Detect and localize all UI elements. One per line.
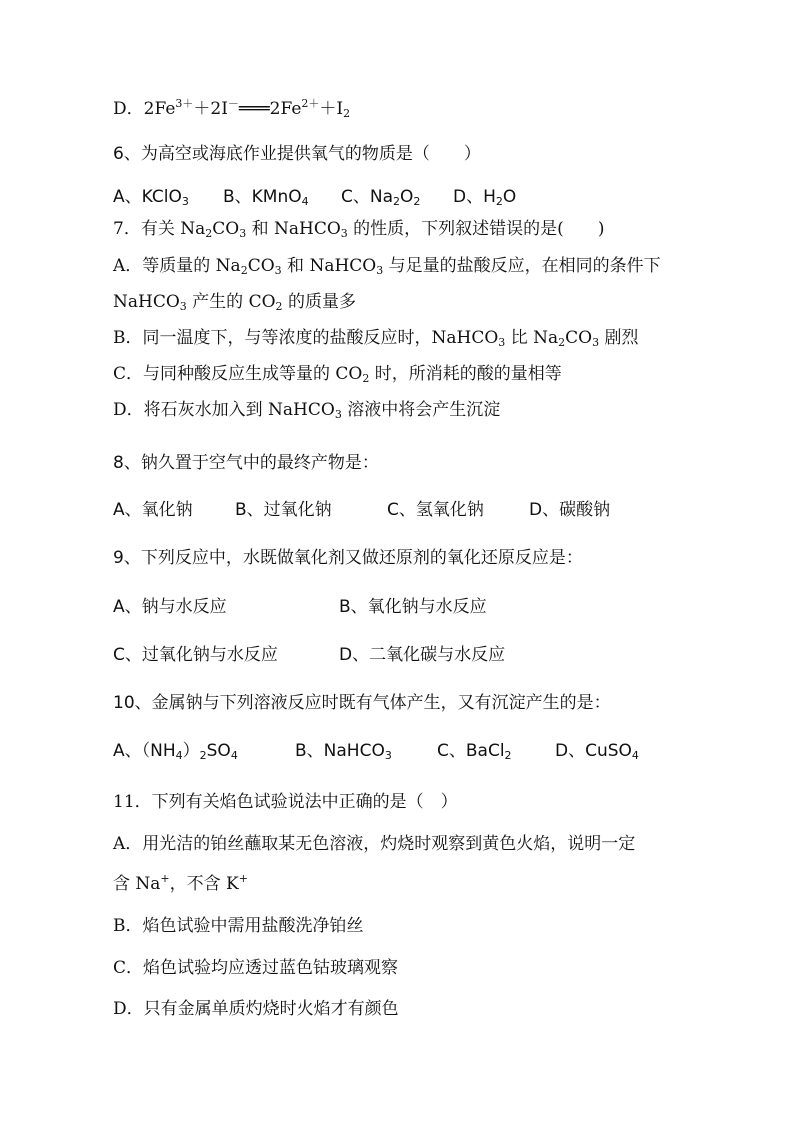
q9-option-a: A、钠与水反应 xyxy=(113,597,227,617)
q10-option-b: B、NaHCO$_3$ xyxy=(295,741,392,762)
q6-stem: 6、为高空或海底作业提供氧气的物质是（ ） xyxy=(113,144,481,164)
q9-option-c: C、过氧化钠与水反应 xyxy=(113,645,278,665)
q8-options xyxy=(113,499,610,521)
q11-stem: 11．下列有关焰色试验说法中正确的是（ ） xyxy=(113,792,458,812)
q10-options xyxy=(113,740,639,762)
q9-stem: 9、下列反应中，水既做氧化剂又做还原剂的氧化还原反应是： xyxy=(113,548,583,568)
q7-stem: 7．有关 $Na_2CO_3$ 和 NaHCO$_3$ 的性质，下列叙述错误的是( ) xyxy=(113,219,605,240)
q8-option-a: A、氧化钠 xyxy=(113,500,193,520)
q11-option-d: D．只有金属单质灼烧时火焰才有颜色 xyxy=(113,999,399,1019)
q6-option-c: C、$Na_2O_2$ xyxy=(341,187,421,208)
q6-option-d: D、$H_2O$ xyxy=(453,187,517,208)
q6-option-b: B、KMnO$_4$ xyxy=(223,187,309,208)
q8-option-d: D、碳酸钠 xyxy=(529,500,611,520)
q7-option-a: A．等质量的 $Na_2CO_3$ 和 NaHCO$_3$ 与足量的盐酸反应，在相同的条件下 xyxy=(113,256,661,277)
q11-option-c: C．焰色试验均应透过蓝色钴玻璃观察 xyxy=(113,958,399,978)
q8-option-b: B、过氧化钠 xyxy=(235,500,332,520)
q5-option-d: D．$2Fe^{3+}+2I^-═══2Fe^{2+}+I_2$ xyxy=(113,97,351,120)
q11-option-a: A．用光洁的铂丝蘸取某无色溶液，灼烧时观察到黄色火焰，说明一定 xyxy=(113,834,636,854)
q7-option-c: C．与同种酸反应生成等量的 $CO_2$ 时，所消耗的酸的量相等 xyxy=(113,364,562,385)
q11-option-a-cont: 含 Na+，不含 K+ xyxy=(113,872,248,894)
q7-option-d: D．将石灰水加入到 NaHCO$_3$ 溶液中将会产生沉淀 xyxy=(113,400,501,421)
q9-options-cd xyxy=(113,644,505,666)
q8-stem: 8、钠久置于空气中的最终产物是： xyxy=(113,453,379,473)
q10-stem: 10、金属钠与下列溶液反应时既有气体产生，又有沉淀产生的是： xyxy=(113,693,611,713)
q7-option-b: B．同一温度下，与等浓度的盐酸反应时，NaHCO$_3$ 比 $Na_2CO_3$ 剧烈 xyxy=(113,328,639,349)
q9-options-ab xyxy=(113,596,487,618)
q10-option-a: A、$(NH_4)_2SO_4$ xyxy=(113,741,238,762)
q9-option-b: B、氧化钠与水反应 xyxy=(339,597,487,617)
q11-option-b: B．焰色试验中需用盐酸洗净铂丝 xyxy=(113,916,364,936)
q10-option-d: D、CuSO$_4$ xyxy=(555,741,639,762)
q8-option-c: C、氢氧化钠 xyxy=(387,500,484,520)
q9-option-d: D、二氧化碳与水反应 xyxy=(339,645,506,665)
q10-option-c: C、BaCl$_2$ xyxy=(437,741,512,762)
q6-option-a: A、KClO$_3$ xyxy=(113,187,189,208)
q6-options xyxy=(113,186,516,208)
q7-option-a-cont: NaHCO$_3$ 产生的 $CO_2$ 的质量多 xyxy=(113,292,356,313)
